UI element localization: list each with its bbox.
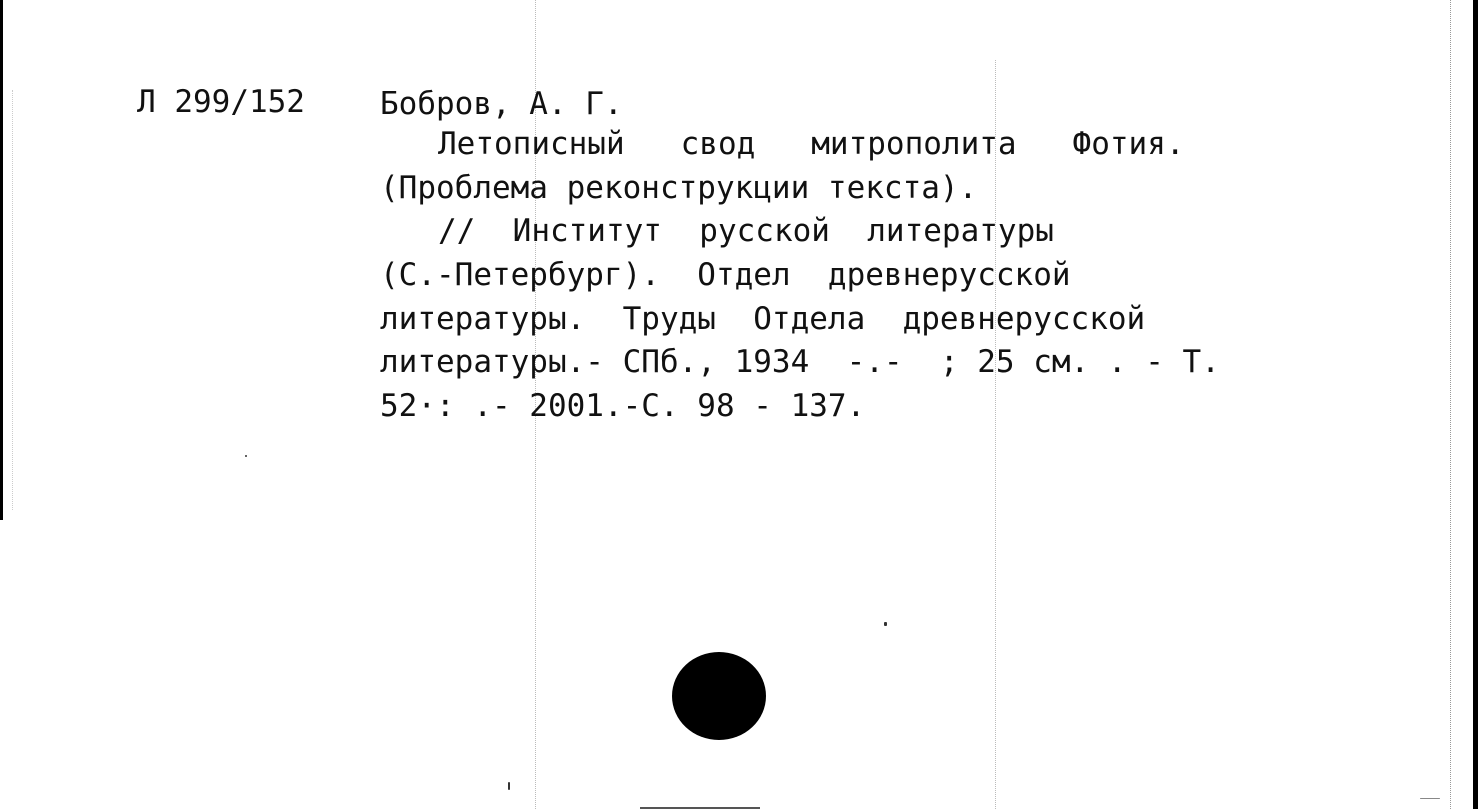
- scan-speck: [884, 622, 887, 626]
- scan-artifact-line: [1450, 0, 1451, 809]
- scan-speck: [508, 782, 510, 790]
- entry-line-source: // Институт русской литературы: [438, 213, 1054, 250]
- entry-line-subtitle: (Проблема реконструкции текста).: [380, 169, 978, 206]
- scan-artifact-line: [12, 90, 13, 510]
- entry-line-series: литературы. Труды Отдела древнерусской: [380, 300, 1146, 337]
- scan-speck: [245, 455, 247, 457]
- punch-hole: [672, 652, 766, 740]
- entry-line-imprint: литературы.- СПб., 1934 -.- ; 25 см. . - Т.: [380, 344, 1220, 381]
- scan-speck: [1420, 798, 1440, 799]
- entry-line-pages: 52·: .- 2001.-С. 98 - 137.: [380, 388, 866, 425]
- bibliographic-entry: [380, 82, 1320, 428]
- call-number: Л 299/152: [137, 84, 305, 120]
- card-right-edge: [1473, 0, 1478, 809]
- card-left-edge: [0, 0, 3, 520]
- author-name: Бобров, А. Г.: [380, 86, 623, 122]
- entry-line-source-city: (С.-Петербург). Отдел древнерусской: [380, 257, 1071, 294]
- entry-line-title: Летописный свод митрополита Фотия.: [438, 126, 1185, 162]
